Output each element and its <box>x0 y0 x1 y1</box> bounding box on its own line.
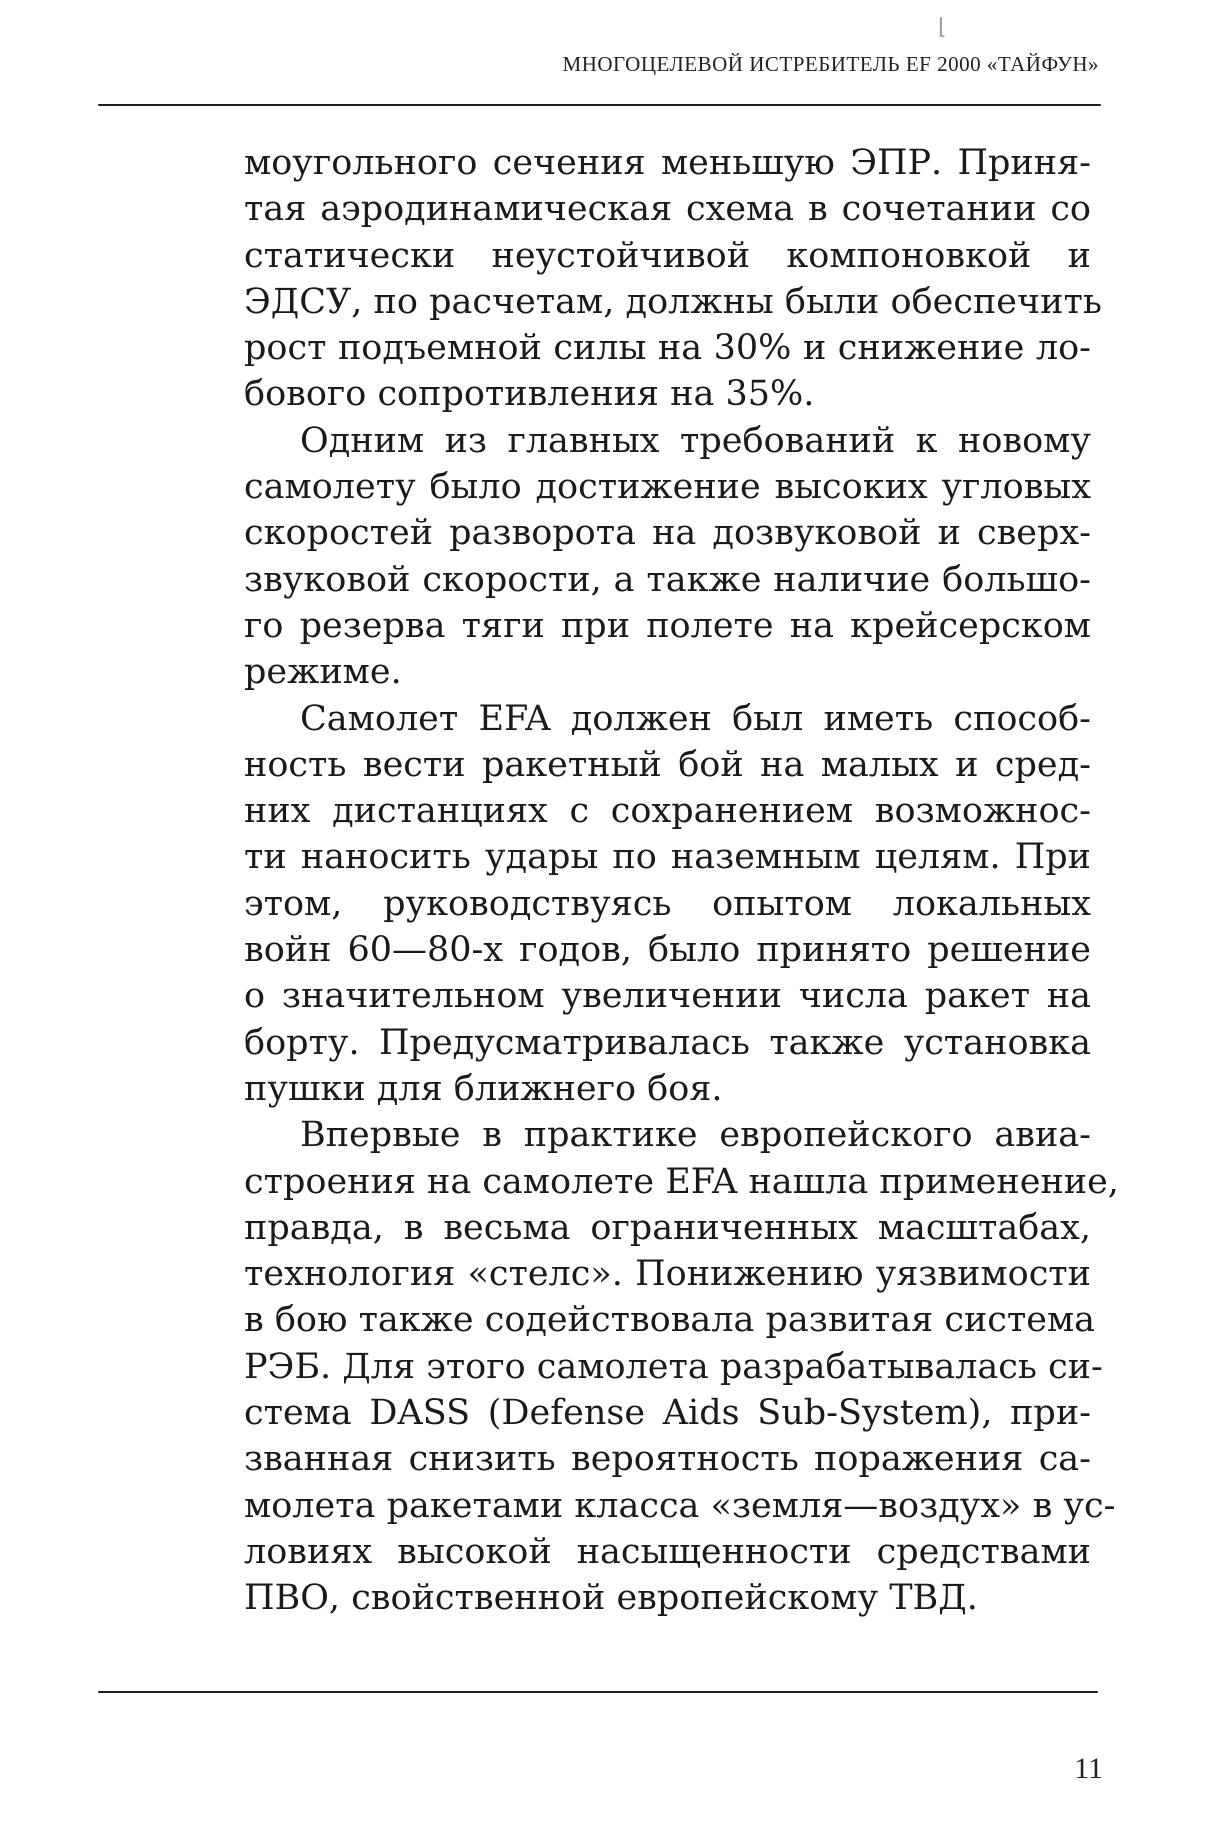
text-line: рост подъемной силы на 30% и снижение ло- <box>244 328 1091 369</box>
text-line: войн 60—80-х годов, было принято решение <box>244 930 1091 971</box>
text-line: пушки для ближнего боя. <box>244 1068 723 1109</box>
text-line: этом, руководствуясь опытом локальных <box>244 883 1091 924</box>
text-line: скоростей разворота на дозвуковой и сверх- <box>244 513 1091 554</box>
text-line: бового сопротивления на 35%. <box>244 374 815 415</box>
text-line: режиме. <box>244 652 402 693</box>
text-line: технология «стелс». Понижению уязвимости <box>244 1254 1091 1295</box>
text-line: тая аэродинамическая схема в сочетании со <box>244 189 1091 230</box>
text-line: в бою также содействовала развитая система <box>244 1300 1096 1341</box>
text-line: самолету было достижение высоких угловых <box>244 467 1091 508</box>
text-line: званная снизить вероятность поражения са- <box>244 1439 1091 1480</box>
text-line: ПВО, свойственной европейскому ТВД. <box>244 1578 978 1619</box>
page-number: 11 <box>1074 1752 1103 1785</box>
text-line: моугольного сечения меньшую ЭПР. Приня- <box>244 143 1091 183</box>
text-line: них дистанциях с сохранением возможнос- <box>244 791 1091 832</box>
body-text <box>244 140 1119 1622</box>
text-line: строения на самолете EFA нашла применение, <box>244 1161 1119 1202</box>
text-line: ти наносить удары по наземным целям. При <box>244 837 1091 878</box>
paragraph-first-line: Самолет EFA должен был иметь способ- <box>300 698 1091 739</box>
footer-rule <box>98 1691 1098 1693</box>
text-line: борту. Предусматривалась также установка <box>244 1022 1091 1063</box>
paragraph-first-line: Одним из главных требований к новому <box>300 420 1091 461</box>
text-line: звуковой скорости, а также наличие большо- <box>244 559 1091 600</box>
running-head: МНОГОЦЕЛЕВОЙ ИСТРЕБИТЕЛЬ EF 2000 «ТАЙФУН» <box>562 52 1099 76</box>
scan-mark-icon: ⌊ <box>938 14 947 39</box>
text-line: РЭБ. Для этого самолета разрабатывалась си- <box>244 1346 1103 1387</box>
header-rule <box>98 104 1101 106</box>
text-line: ЭДСУ, по расчетам, должны были обеспечить <box>244 281 1102 322</box>
text-line: о значительном увеличении числа ракет на <box>244 976 1091 1017</box>
text-line: правда, в весьма ограниченных масштабах, <box>244 1207 1091 1248</box>
paragraph-first-line: Впервые в практике европейского авиа- <box>300 1115 1091 1156</box>
text-line: ловиях высокой насыщенности средствами <box>244 1531 1091 1572</box>
text-line: молета ракетами класса «земля—воздух» в ус- <box>244 1485 1116 1526</box>
text-line: стема DASS (Defense Aids Sub-System), при- <box>244 1393 1091 1434</box>
text-line: статически неустойчивой компоновкой и <box>244 235 1091 276</box>
text-line: ность вести ракетный бой на малых и сред- <box>244 744 1091 785</box>
text-line: го резерва тяги при полете на крейсерском <box>244 605 1091 646</box>
